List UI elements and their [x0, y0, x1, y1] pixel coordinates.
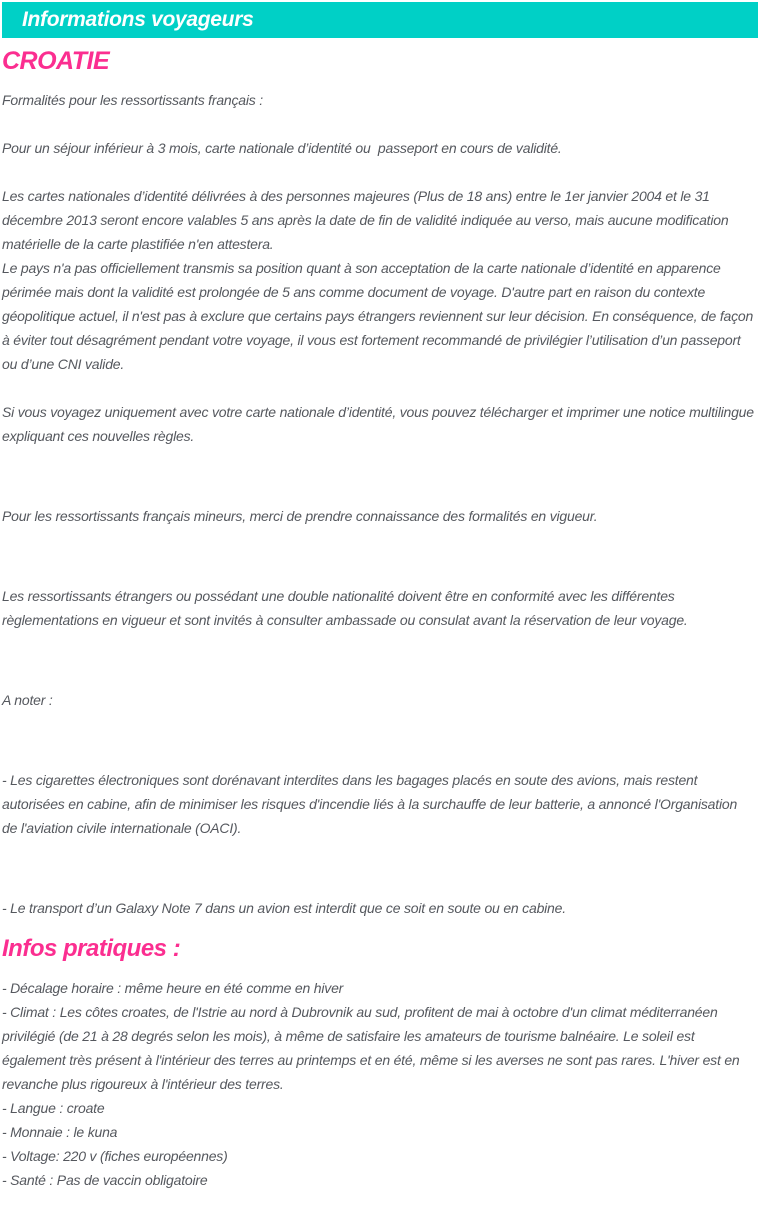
banner-title: Informations voyageurs — [22, 8, 254, 31]
paragraph-position-pays: Le pays n'a pas officiellement transmis sa position quant à son acceptation de la carte nationale d’identité en apparence périmée mais dont la validité est prolongée de 5 ans comme document de voyage. D'autre part en raison du contexte géopolitique actuel, il n'est pas à exclure que certains pays étrangers reviennent sur leur décision. En conséquence, de façon à éviter tout désagrément pendant votre voyage, il vous est fortement recommandé de privilégier l’utilisation d’un passeport ou d’une CNI valide. — [2, 260, 757, 372]
paragraph-formalites-intro: Formalités pour les ressortissants français : — [2, 92, 263, 108]
paragraph-cigarettes-electroniques: - Les cigarettes électroniques sont dorénavant interdites dans les bagages placés en soute des avions, mais restent autorisées en cabine, afin de minimiser les risques d'incendie liés à la surchauffe de leur batterie, a annoncé l'Organisation de l'aviation civile internationale (OACI). — [2, 772, 741, 836]
paragraph-a-noter: A noter : — [2, 692, 53, 708]
paragraph-cartes-identite: Les cartes nationales d’identité délivrées à des personnes majeures (Plus de 18 ans) entre le 1er janvier 2004 et le 31 décembre 2013 seront encore valables 5 ans après la date de fin de validité indiquée au verso, mais aucune modification matérielle de la carte plastifiée n'en attestera. — [2, 188, 733, 252]
item-climat: - Climat : Les côtes croates, de l'Istrie au nord à Dubrovnik au sud, profitent de mai à octobre d'un climat méditerranéen privilégié (de 21 à 28 degrés selon les mois), à même de satisfaire les amateurs de tourisme balnéaire. Le soleil est également très présent à l'intérieur des terres au printemps et en été, même si les averses ne sont pas rares. L'hiver est en revanche plus rigoureux à l'intérieur des terres. — [2, 1004, 744, 1092]
country-heading: CROATIE — [2, 47, 110, 75]
paragraph-notice-multilingue: Si vous voyagez uniquement avec votre carte nationale d’identité, vous pouvez télécharger et imprimer une notice multilingue expliquant ces nouvelles règles. — [2, 404, 758, 444]
item-decalage-horaire: - Décalage horaire : même heure en été comme en hiver — [2, 980, 344, 996]
paragraph-sejour-inferieur: Pour un séjour inférieur à 3 mois, carte nationale d’identité ou passeport en cours de validité. — [2, 140, 562, 156]
content-area — [0, 47, 758, 1212]
paragraph-ressortissants-etrangers: Les ressortissants étrangers ou possédant une double nationalité doivent être en conformité avec les différentes règlementations en vigueur et sont invités à consulter ambassade ou consulat avant la réservation de leur voyage. — [2, 588, 688, 628]
infos-pratiques-heading: Infos pratiques : — [2, 935, 181, 962]
section-banner — [2, 2, 758, 38]
item-sante: - Santé : Pas de vaccin obligatoire — [2, 1172, 208, 1188]
paragraph-galaxy-note-7: - Le transport d’un Galaxy Note 7 dans un avion est interdit que ce soit en soute ou en cabine. — [2, 900, 566, 916]
item-langue: - Langue : croate — [2, 1100, 105, 1116]
item-monnaie: - Monnaie : le kuna — [2, 1124, 118, 1140]
item-voltage: - Voltage: 220 v (fiches européennes) — [2, 1148, 228, 1164]
paragraph-mineurs: Pour les ressortissants français mineurs, merci de prendre connaissance des formalités en vigueur. — [2, 508, 598, 524]
